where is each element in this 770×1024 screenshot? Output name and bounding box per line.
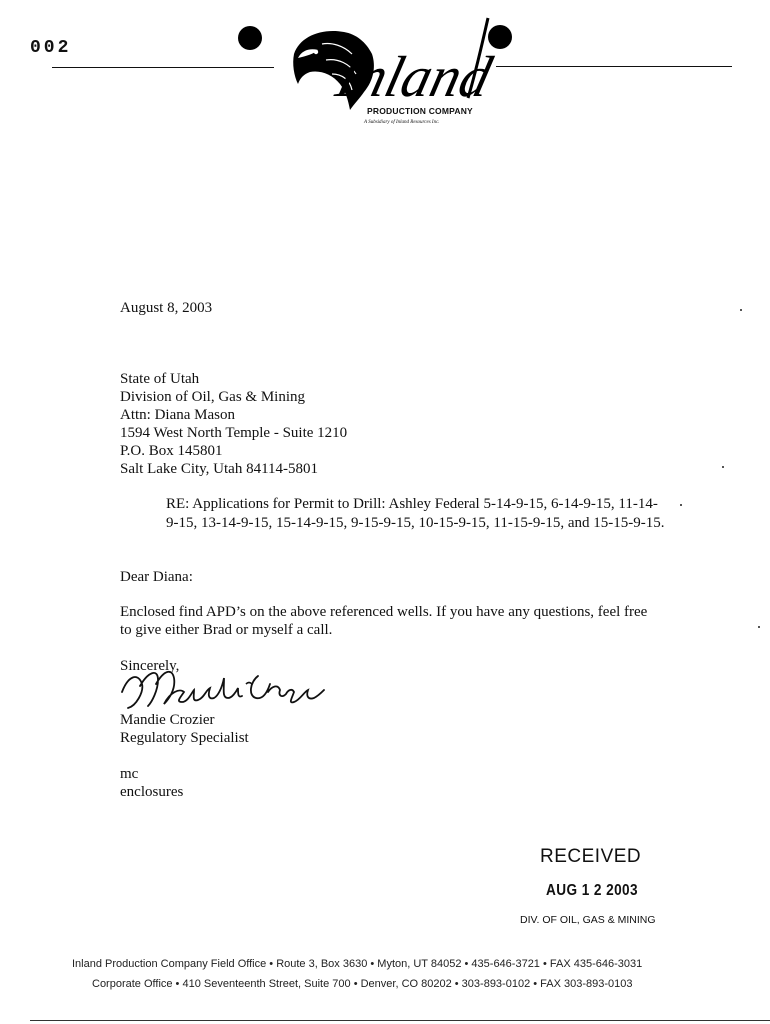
company-logo	[292, 14, 502, 134]
scan-speck	[740, 309, 742, 311]
scan-speck	[680, 504, 682, 506]
recipient-address	[120, 370, 347, 478]
enclosures-note: enclosures	[120, 784, 184, 800]
signer-title: Regulatory Specialist	[120, 730, 249, 746]
letter-date: August 8, 2003	[120, 300, 213, 316]
address-line: P.O. Box 145801	[120, 443, 223, 459]
header-dot-left	[238, 26, 262, 50]
body-line: to give either Brad or myself a call.	[120, 622, 333, 638]
closing: Sincerely,	[120, 658, 180, 674]
body-paragraph	[120, 603, 647, 639]
subject-line: RE: Applications for Permit to Drill: Ashley Federal 5-14-9-15, 6-14-9-15, 11-14-9-15, 13-14-9-15, 15-14-9-15, 9-15-9-15, 10-15-9-15, 11-15-9-15, and 15-15-9-15.	[166, 496, 665, 531]
signer-name: Mandie Crozier	[120, 712, 215, 728]
header-rule-right	[496, 66, 732, 67]
received-stamp-division: DIV. OF OIL, GAS & MINING	[520, 914, 656, 926]
typist-initials: mc	[120, 766, 139, 782]
subsidiary-line: A Subsidiary of Inland Resources Inc.	[364, 120, 440, 125]
scan-speck	[722, 466, 724, 468]
address-line: Attn: Diana Mason	[120, 407, 235, 423]
address-line: Salt Lake City, Utah 84114-5801	[120, 461, 319, 477]
address-line: Division of Oil, Gas & Mining	[120, 389, 306, 405]
salutation: Dear Diana:	[120, 569, 193, 585]
svg-text:Inland: Inland	[330, 44, 498, 109]
address-line: 1594 West North Temple - Suite 1210	[120, 425, 348, 441]
eagle-head-icon	[292, 14, 502, 134]
scan-speck	[758, 626, 760, 628]
footer-field-office: Inland Production Company Field Office • Route 3, Box 3630 • Myton, UT 84052 • 435-646-3721 • FAX 435-646-3031	[72, 958, 643, 970]
received-stamp-date: AUG 1 2 2003	[546, 882, 639, 899]
received-stamp-label: RECEIVED	[540, 846, 642, 867]
header-rule-left	[52, 67, 274, 68]
footer-corporate-office: Corporate Office • 410 Seventeenth Street, Suite 700 • Denver, CO 80202 • 303-893-0102 • FAX 303-893-0103	[92, 978, 633, 990]
page-number: 002	[30, 38, 72, 58]
page-bottom-rule	[30, 1020, 770, 1021]
body-line: Enclosed find APD’s on the above referenced wells. If you have any questions, feel free	[120, 604, 648, 620]
address-line: State of Utah	[120, 371, 200, 387]
company-name: PRODUCTION COMPANY	[367, 106, 473, 116]
